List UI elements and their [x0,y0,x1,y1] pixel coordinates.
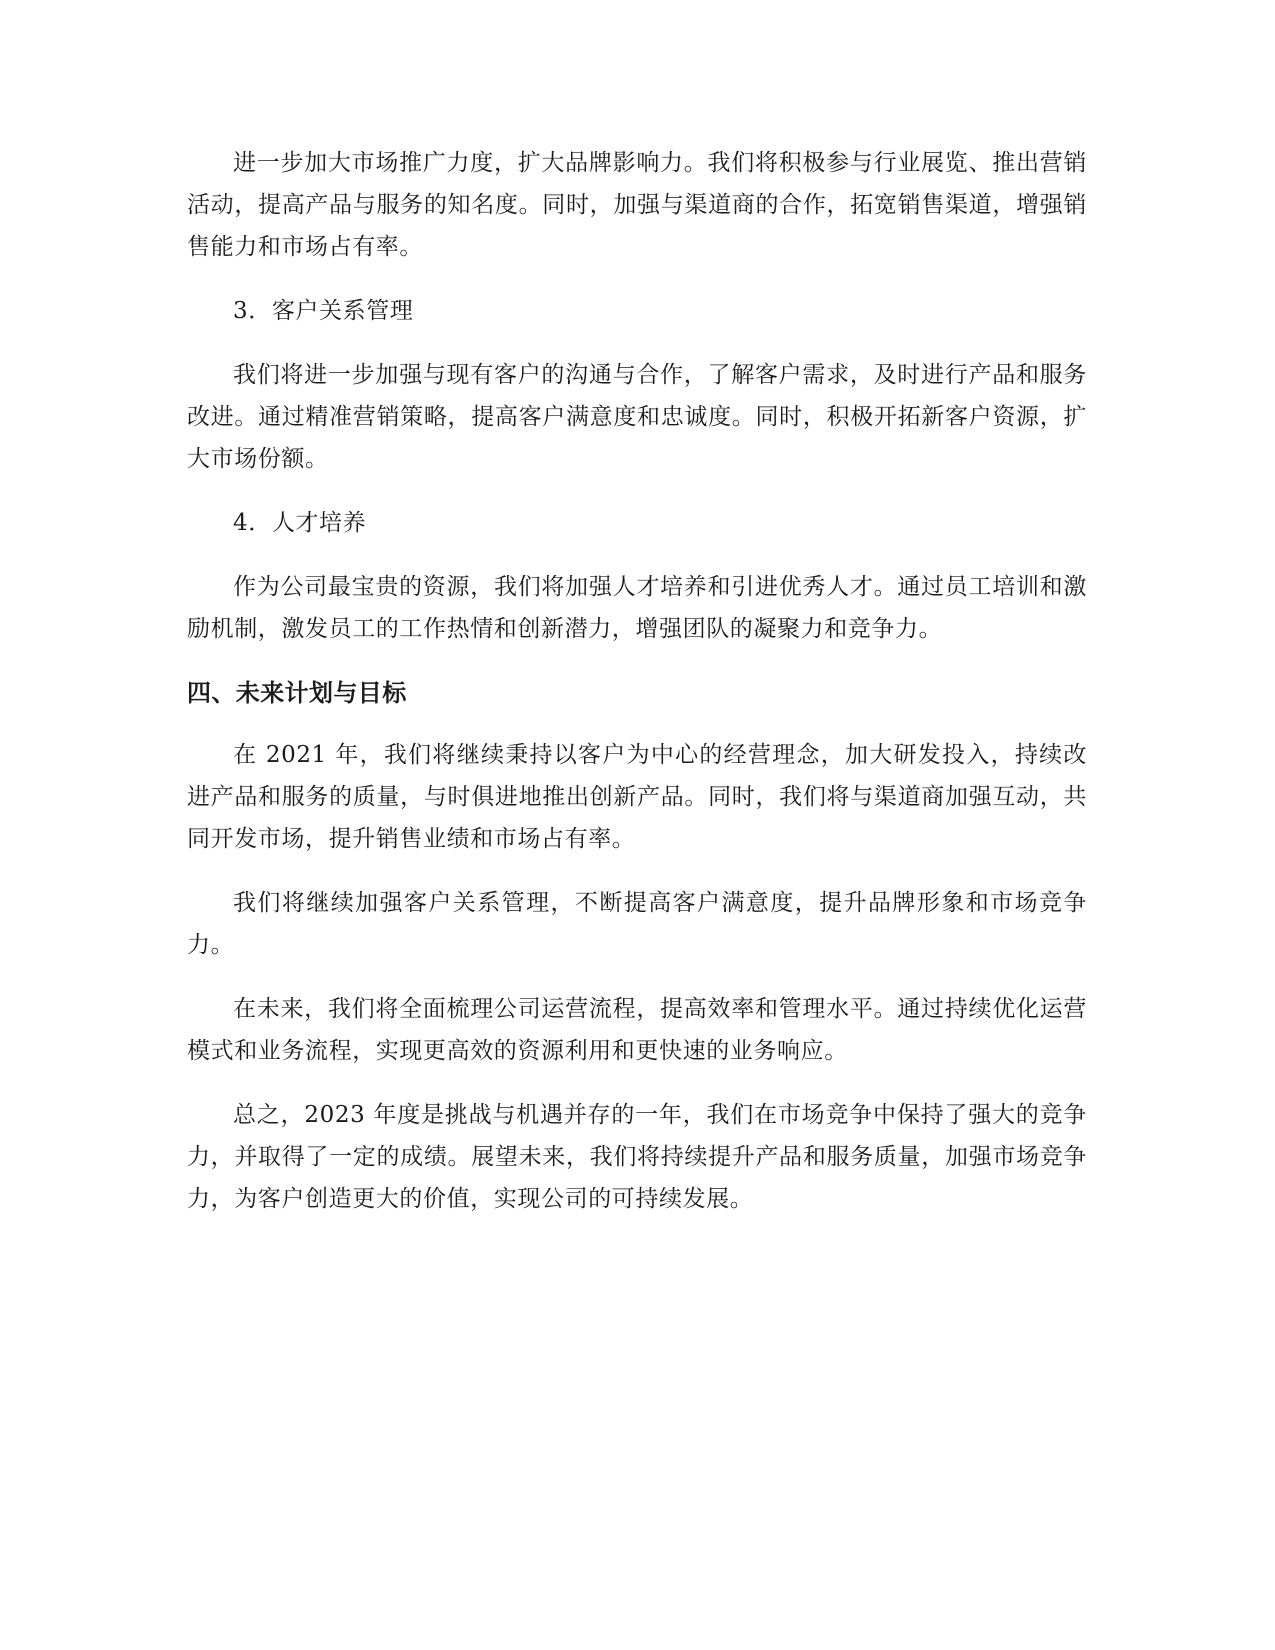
item-talent: 4．人才培养 [233,510,367,536]
section-heading-future-plans: 四、未来计划与目标 [187,679,407,707]
paragraph-operations: 在未来，我们将全面梳理公司运营流程，提高效率和管理水平。通过持续优化运营模式和业务流程，实现更高效的资源利用和更快速的业务响应。 [187,996,1087,1064]
paragraph-summary: 总之，2023 年度是挑战与机遇并存的一年，我们在市场竞争中保持了强大的竞争力，并取得了一定的成绩。展望未来，我们将持续提升产品和服务质量，加强市场竞争力，为客户创造更大的价值，实现公司的可持续发展。 [187,1102,1087,1212]
paragraph-crm: 我们将继续加强客户关系管理，不断提高客户满意度，提升品牌形象和市场竞争力。 [187,890,1087,958]
paragraph-marketing: 进一步加大市场推广力度，扩大品牌影响力。我们将积极参与行业展览、推出营销活动，提高产品与服务的知名度。同时，加强与渠道商的合作，拓宽销售渠道，增强销售能力和市场占有率。 [187,150,1087,260]
paragraph-talent: 作为公司最宝贵的资源，我们将加强人才培养和引进优秀人才。通过员工培训和激励机制，激发员工的工作热情和创新潜力，增强团队的凝聚力和竞争力。 [187,574,1087,642]
paragraph-plan-2021: 在 2021 年，我们将继续秉持以客户为中心的经营理念，加大研发投入，持续改进产品和服务的质量，与时俱进地推出创新产品。同时，我们将与渠道商加强互动，共同开发市场，提升销售业绩和市场占有率。 [187,742,1087,852]
item-customer-relationship: 3．客户关系管理 [233,298,414,324]
paragraph-customer: 我们将进一步加强与现有客户的沟通与合作，了解客户需求，及时进行产品和服务改进。通过精准营销策略，提高客户满意度和忠诚度。同时，积极开拓新客户资源，扩大市场份额。 [187,362,1087,472]
document-body [187,142,1087,1242]
